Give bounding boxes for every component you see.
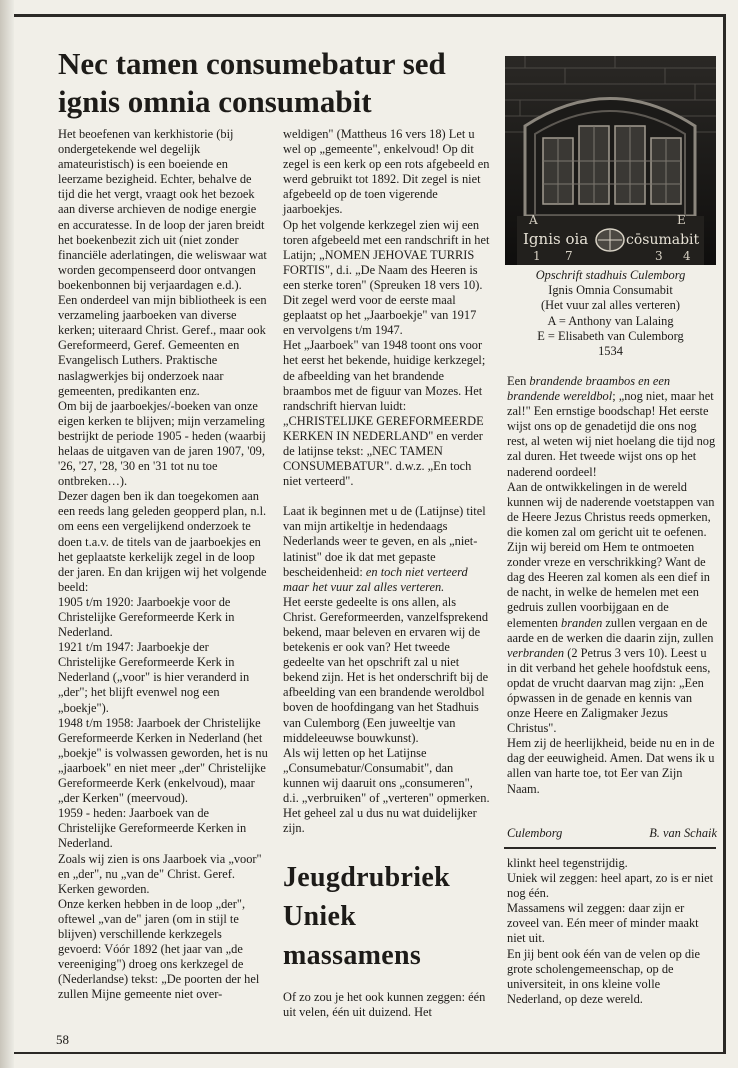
signature-line	[507, 826, 717, 841]
paragraph: Of zo zou je het ook kunnen zeggen: één uit velen, één uit duizend. Het	[283, 990, 486, 1020]
photo-digit: 3	[655, 249, 663, 263]
photo-digit: 1	[533, 249, 541, 263]
photo-letter-e: E	[677, 213, 686, 227]
paragraph: Dezer dagen ben ik dan toegekomen aan een reeds lang geleden geopperd plan, n.l. om eens een vergelijkend onderzoek te doen t.a.v. de titels van de jaarboekjes en het geplaatste kerkelijk zegel in de loop der jaren. En dan krijgen wij het volgende beeld:	[58, 489, 267, 594]
paragraph: Dit zegel werd voor de eerste maal geplaatst op het „Jaarboekje" van 1917 en vervolgens t/m 1947.	[283, 293, 477, 338]
caption-line: A = Anthony van Lalaing	[547, 313, 674, 328]
paragraph: 1905 t/m 1920: Jaarboekje voor de Christelijke Gereformeerde Kerk in Nederland.	[58, 594, 235, 640]
article-column-3	[507, 374, 717, 797]
photo-caption	[505, 268, 716, 359]
article-column-1	[58, 127, 268, 1002]
caption-line: E = Elisabeth van Culemborg	[537, 328, 684, 343]
caption-line: Ignis Omnia Consumabit	[548, 283, 673, 298]
photo-inscription-left: Ignis oia	[523, 230, 589, 248]
paragraph: Een onderdeel van mijn bibliotheek is een verzameling jaarboeken van diverse kerken; uiteraard Christ. Geref., maar ook Gereformeerd, Geref. Gemeenten en Evangelisch Luthers. Praktische naslagwerkjes bij onderzoek naar gemeenten, predikanten enz.	[58, 293, 267, 398]
youth-column-1	[283, 990, 493, 1020]
place-name: Culemborg	[507, 826, 563, 840]
paragraph: Aan de ontwikkelingen in de wereld kunnen wij de naderende voetstappen van de Heere Jezus Christus reeds opmerken, die komen zal om gericht uit te oefenen. Zijn wij bereid om Hem te ontmoeten zonder vreze en verschrikking? Want de dag des Heeren zal komen als een dief in de nacht, in welke de hemelen met een gedruis zullen voorbijgaan en de elementen branden zullen vergaan en de aarde en de werken die daarin zijn, zullen verbranden (2 Petrus 3 vers 10). Leest u in dit verband het gehele hoofdstuk eens, opdat de vrucht daarvan mag zijn: „Een ópwassen in de genade en kennis van onze Heere en Zaligmaker Jezus Christus".	[507, 479, 715, 736]
paragraph: Als wij letten op het Latijnse „Consumebatur/Consumabit", dan kunnen wij daaruit ons „consumeren", d.i. „verbruiken" of „verteren" opmerken. Het geheel zal u dus nu wat duidelijker zijn.	[283, 745, 490, 836]
bottom-rule	[14, 1052, 726, 1054]
paragraph: klinkt heel tegenstrijdig.	[507, 856, 628, 870]
stadhuis-window-photo	[505, 56, 716, 265]
caption-line: 1534	[598, 344, 623, 359]
caption-line: (Het vuur zal alles verteren)	[541, 298, 680, 313]
paragraph: Om bij de jaarboekjes/-boeken van onze eigen kerken te blijven; mijn verzameling bestrijkt de periode 1905 - heden (waarbij helaas de uitgaven van de jaren 1907, '09, '26, '27, '28, '30 en '31 tot nu toe ontbreken…).	[58, 398, 266, 489]
page-spine	[0, 0, 14, 1068]
section-subtitle: massamens	[283, 940, 422, 971]
photo-letter-a: A	[529, 213, 538, 227]
section-label: Jeugdrubriek	[283, 862, 450, 893]
article-title: Nec tamen consumebatur sed ignis omnia consumabit	[58, 46, 446, 119]
paragraph: Hem zij de heerlijkheid, beide nu en in de dag der eeuwigheid. Amen. Dat wens ik u allen van harte toe, tot Eer van Zijn Naam.	[507, 736, 715, 796]
paragraph: Zoals wij zien is ons Jaarboek via „voor" en „der", nu „van de" Christ. Geref. Kerken geworden.	[58, 851, 262, 896]
paragraph: Onze kerken hebben in de loop „der", oftewel „van de" jaren (om in stijl te blijven) verschillende kerkzegels gevoerd: Vóór 1892 (het jaar van „de vereeniging") droeg ons kerkzegel de (Nederlandse) tekst: „De poorten der hel zullen Mijne gemeente niet over-	[58, 896, 260, 1002]
paragraph: 1959 - heden: Jaarboek van de Christelijke Gereformeerde Kerken in Nederland.	[58, 806, 247, 851]
section-subtitle: Uniek	[283, 901, 357, 932]
paragraph: Op het volgende kerkzegel zien wij een toren afgebeeld met een randschrift in het Latijn; „NOMEN JEHOVAE TURRIS FORTIS", d.i. „De Naam des Heeren is een sterke toren" (Spreuken 18 vers 10).	[283, 217, 490, 292]
paragraph: Uniek wil zeggen: heel apart, zo is er niet nog één.	[507, 871, 714, 901]
section-divider	[504, 847, 716, 849]
youth-section-heading	[283, 858, 493, 975]
paragraph: 1948 t/m 1958: Jaarboek der Christelijke Gereformeerde Kerken in Nederland (het „boekje" is volwassen geworden, het is nu „jaarboek" en niet meer „der" Christelijke Gereformeerde Kerk (enkelvoud), maar „der Kerken" (meervoud).	[58, 715, 268, 806]
photo-digit: 7	[565, 249, 573, 263]
paragraph: En jij bent ook één van de velen op die grote scholengemeenschap, op de universiteit, in ons kleine volle Nederland, op deze wereld.	[507, 946, 701, 1006]
paragraph: Het eerste gedeelte is ons allen, als Christ. Gereformeerden, vanzelfsprekend bekend, maar beleven en ervaren wij de betekenis er ook van? Het tweede gedeelte van het opschrift zal u niet bekend zijn. Het is het onderschrift bij de afbeelding van een brandende weroldbol boven de hoofdingang van het Stadhuis van Culemborg (Een juweeltje van middeleeuwse bouwkunst).	[283, 594, 489, 745]
paragraph: Het „Jaarboek" van 1948 toont ons voor het eerst het bekende, huidige kerkzegel; de afbeelding van het brandende braambos met de figuur van Mozes. Het randschrift hiervan luidt: „CHRISTELIJKE GEREFORMEERDE KERKEN IN NEDERLAND" en verder de latijnse tekst: „NEC TAMEN CONSUMEBATUR". d.w.z. „En toch niet verteerd".	[283, 338, 486, 489]
paragraph: Het beoefenen van kerkhistorie (bij ondergetekende wel degelijk amateuristisch) is een boeiende en leerzame bezigheid. Echter, behalve de tijd die het vergt, vraagt ook het bezoek aan diverse archieven de nodige energie en accuratesse. In de loop der jaren breidt het boekenbezit zich uit (niet zonder financiële aderlatingen, die weliswaar wat worden gecompenseerd door ontvangen boekenbonnen bij verjaardagen e.d.).	[58, 127, 267, 292]
article-column-2	[283, 127, 490, 836]
right-rule	[723, 14, 726, 1054]
youth-column-2	[507, 856, 717, 1007]
paragraph: weldigen" (Mattheus 16 vers 18) Let u wel op „gemeente", enkelvoud! Op dit zegel is een kerk op een rots afgebeeld en werd gebruikt tot 1892. Dit zegel is niet afgebeeld op de toen vigerende jaarboekjes.	[283, 127, 490, 217]
photo-digit: 4	[683, 249, 691, 263]
paragraph: Laat ik beginnen met u de (Latijnse) titel van mijn artikeltje in hedendaags Nederlands weer te geven, en als „niet-latinist" doe ik dat met gepaste bescheidenheid: en toch niet verteerd maar het vuur zal alles verteren.	[283, 504, 486, 594]
paragraph: 1921 t/m 1947: Jaarboekje der Christelijke Gereformeerde Kerk in Nederland („voor" is hier veranderd in „der"; het blijft evenwel nog een „boekje").	[58, 640, 250, 715]
paragraph: Massamens wil zeggen: daar zijn er zoveel van. Eén meer of minder maakt niet uit.	[507, 901, 699, 946]
paragraph: Een brandende braambos en een brandende wereldbol; „nog niet, maar het zal!" Een ernstige boodschap! Het eerste wijst ons op de genadetijd die ons nog rest, al weten wij niet hoelang die tijd nog zal duren. Het tweede wijst ons op het naderend oordeel!	[507, 374, 716, 479]
page-number: 58	[56, 1032, 69, 1047]
photo-inscription-right: cōsumabit	[626, 232, 700, 248]
author-name: B. van Schaik	[649, 826, 717, 840]
caption-title: Opschrift stadhuis Culemborg	[535, 268, 686, 282]
top-rule	[14, 14, 725, 17]
